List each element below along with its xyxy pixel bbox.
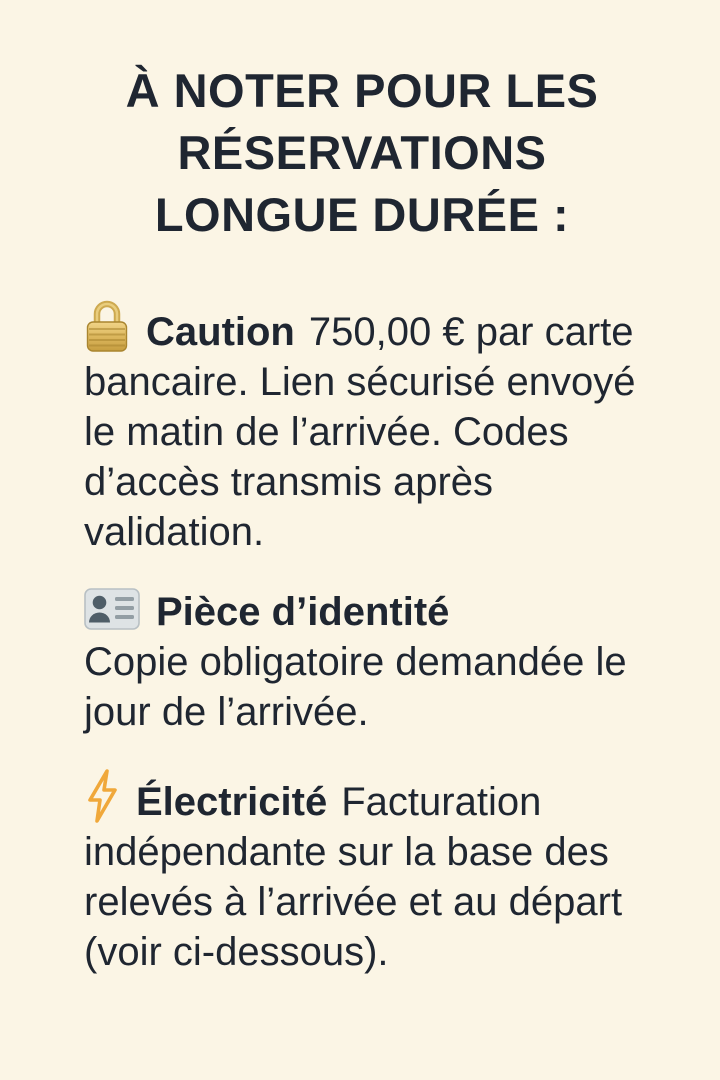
section-identity <box>84 587 668 737</box>
identity-body: Copie obligatoire demandée le jour de l’arrivée. <box>84 640 627 734</box>
lightning-icon <box>84 767 120 827</box>
section-deposit <box>84 298 668 557</box>
deposit-body: 750,00 € par carte bancaire. Lien sécurisé envoyé le matin de l’arrivée. Codes d’accès transmis après validation. <box>84 310 636 554</box>
electricity-body: Facturation indépendante sur la base des relevés à l’arrivée et au départ (voir ci-dessous). <box>84 780 623 974</box>
page-title-line-3: LONGUE DURÉE : <box>154 188 570 241</box>
identity-heading: Pièce d’identité <box>156 590 450 634</box>
page-title <box>82 60 642 246</box>
page-title-line-2: RÉSERVATIONS <box>177 126 547 179</box>
deposit-heading: Caution <box>146 310 295 354</box>
lock-icon <box>84 298 130 357</box>
page-title-line-1: À NOTER POUR LES <box>125 64 599 117</box>
section-electricity <box>84 767 668 977</box>
id-card-icon <box>84 587 140 637</box>
electricity-heading: Électricité <box>136 780 328 824</box>
